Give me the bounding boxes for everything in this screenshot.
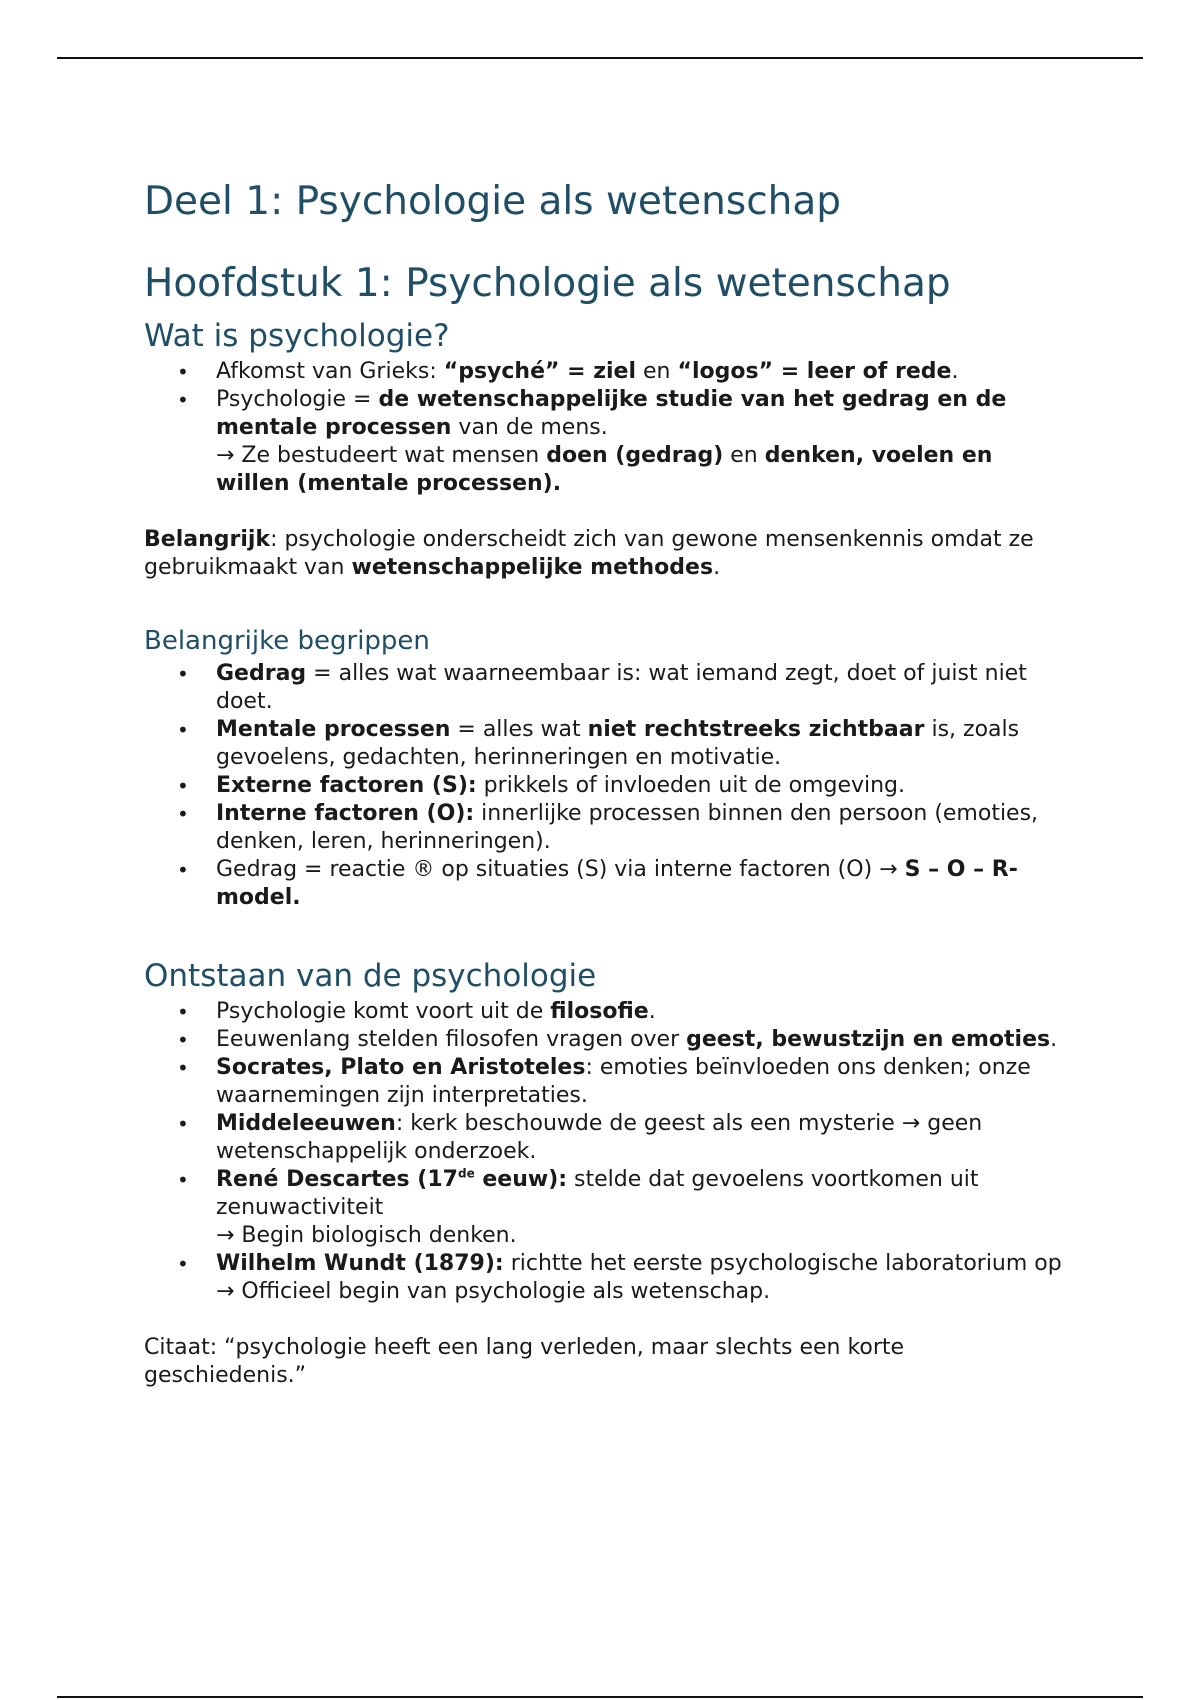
section-heading-origin: Ontstaan van de psychologie — [144, 958, 597, 994]
bullet-list-terms — [144, 660, 1064, 912]
top-rule — [57, 57, 1143, 59]
document-body — [144, 176, 1064, 1390]
list-item: • Psychologie = de wetenschappelijke studie van het gedrag en de mentale processen van de mens. → Ze bestudeert wat mensen doen (gedrag) en denken, voelen en willen (mentale processen). — [144, 386, 1064, 498]
list-item: • Socrates, Plato en Aristoteles: emoties beïnvloeden ons denken; onze waarnemingen zijn interpretaties. — [144, 1054, 1064, 1110]
list-item: • Eeuwenlang stelden filosofen vragen over geest, bewustzijn en emoties. — [144, 1026, 1064, 1054]
list-item: • Externe factoren (S): prikkels of invloeden uit de omgeving. — [144, 772, 1064, 800]
section-heading-terms: Belangrijke begrippen — [144, 626, 430, 656]
list-item: • Psychologie komt voort uit de filosofie. — [144, 998, 1064, 1026]
quote: Citaat: “psychologie heeft een lang verleden, maar slechts een korte geschiedenis.” — [144, 1335, 905, 1388]
list-item: • Gedrag = alles wat waarneembaar is: wat iemand zegt, doet of juist niet doet. — [144, 660, 1064, 716]
section-heading-what: Wat is psychologie? — [144, 318, 450, 354]
list-item: • Wilhelm Wundt (1879): richtte het eerste psychologische laboratorium op → Officieel begin van psychologie als wetenschap. — [144, 1250, 1064, 1306]
bottom-rule — [57, 1696, 1143, 1698]
list-item: • Afkomst van Grieks: “psyché” = ziel en “logos” = leer of rede. — [144, 358, 1064, 386]
chapter-title: Hoofdstuk 1: Psychologie als wetenschap — [144, 261, 951, 306]
list-item: • Mentale processen = alles wat niet rechtstreeks zichtbaar is, zoals gevoelens, gedachten, herinneringen en motivatie. — [144, 716, 1064, 772]
list-item: • Interne factoren (O): innerlijke processen binnen den persoon (emoties, denken, leren, herinneringen). — [144, 800, 1064, 856]
list-item: • René Descartes (17de eeuw): stelde dat gevoelens voortkomen uit zenuwactiviteit → Begin biologisch denken. — [144, 1166, 1064, 1250]
bullet-list-what — [144, 358, 1064, 498]
bullet-list-origin — [144, 998, 1064, 1306]
list-item: • Gedrag = reactie ® op situaties (S) via interne factoren (O) → S – O – R-model. — [144, 856, 1064, 912]
part-title: Deel 1: Psychologie als wetenschap — [144, 179, 842, 224]
list-item: • Middeleeuwen: kerk beschouwde de geest als een mysterie → geen wetenschappelijk onderzoek. — [144, 1110, 1064, 1166]
important-note: Belangrijk: psychologie onderscheidt zich van gewone mensenkennis omdat ze gebruikmaakt van wetenschappelijke methodes. — [144, 527, 1034, 580]
